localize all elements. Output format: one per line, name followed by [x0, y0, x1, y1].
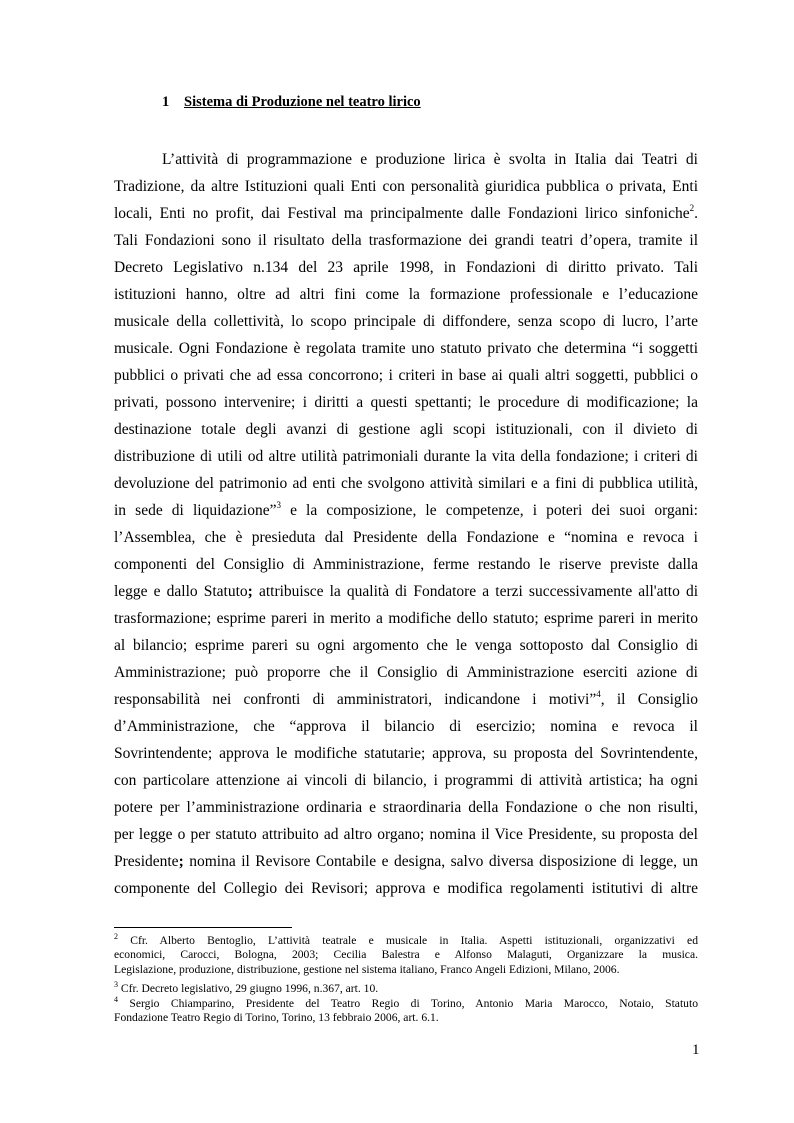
body-line: d’Amministrazione, che “approva il bilancio di esercizio; nomina e revoca il: [114, 718, 698, 735]
body-line: musicale. Ogni Fondazione è regolata tramite uno statuto privato che determina “i soggetti: [114, 340, 698, 357]
footnote-ref: 2: [689, 203, 695, 213]
footnote-text: Cfr. Alberto Bentoglio, L’attività teatrale e musicale in Italia. Aspetti istituzionali, organizzativi ed: [118, 934, 698, 947]
footnote-line: Legislazione, produzione, distribuzione, gestione nel sistema italiano, Franco Angeli Edizioni, Milano, 2006.: [114, 962, 620, 976]
body-text: e la composizione, le competenze, i poteri dei suoi organi:: [280, 502, 698, 519]
footnote-marker: 2: [114, 932, 118, 941]
footnote-line: [114, 982, 698, 996]
body-line: l’Assemblea, che è presieduta dal Presidente della Fondazione e “nomina e revoca i: [114, 529, 698, 546]
footnote-text: Cfr. Decreto legislativo, 29 giugno 1996, n.367, art. 10.: [118, 982, 379, 995]
section-number: 1: [162, 94, 170, 110]
body-line: Amministrazione; può proporre che il Consiglio di Amministrazione eserciti azione di: [114, 664, 698, 681]
footnote-marker: 4: [114, 995, 118, 1004]
body-text: responsabilità nei confronti di amministratori, indicandone i motivi”: [114, 691, 597, 708]
body-line: Decreto Legislativo n.134 del 23 aprile 1998, in Fondazioni di diritto privato. Tali: [114, 259, 698, 276]
body-line: privati, possono intervenire; i diritti a questi spettanti; le procedure di modificazione; la: [114, 394, 698, 411]
body-text: attribuisce la qualità di Fondatore a terzi successivamente all'atto di: [252, 583, 698, 600]
footnote-line: Fondazione Teatro Regio di Torino, Torino, 13 febbraio 2006, art. 6.1.: [114, 1011, 439, 1025]
footnote-ref: 4: [596, 689, 601, 699]
body-line: destinazione totale degli avanzi di gestione agli scopi istituzionali, con il divieto di: [114, 421, 698, 438]
bold-semicolon: ;: [247, 583, 253, 600]
body-line: Sovrintendente; approva le modifiche statutarie; approva, su proposta del Sovrintendente,: [114, 745, 698, 762]
body-line: [114, 501, 698, 521]
body-text: in sede di liquidazione”: [114, 502, 277, 519]
body-line: L’attività di programmazione e produzione lirica è svolta in Italia dai Teatri di: [162, 151, 698, 168]
body-text: nomina il Revisore Contabile e designa, salvo diversa disposizione di legge, un: [183, 853, 698, 870]
body-text: Presidente: [114, 853, 179, 870]
footnote-ref: 3: [276, 500, 281, 510]
body-text: legge e dallo Statuto: [114, 583, 248, 600]
body-line: per legge o per statuto attribuito ad altro organo; nomina il Vice Presidente, su proposta del: [114, 826, 698, 843]
footnote-line: economici, Carocci, Bologna, 2003; Cecilia Balestra e Alfonso Malaguti, Organizzare la musica.: [114, 948, 698, 962]
body-line: [114, 690, 698, 710]
footnote-line: [114, 997, 698, 1011]
body-line: [114, 582, 698, 602]
section-heading: [162, 94, 421, 111]
body-line: Tali Fondazioni sono il risultato della trasformazione dei grandi teatri d’opera, tramite il: [114, 232, 698, 249]
body-line: componente del Collegio dei Revisori; approva e modifica regolamenti istitutivi di altre: [114, 880, 698, 897]
body-line: distribuzione di utili od altre utilità patrimoniali durante la vita della fondazione; i criteri di: [114, 448, 698, 465]
footnote-line: [114, 934, 698, 948]
body-line: pubblici o privati che ad essa concorrono; i criteri in base ai quali altri soggetti, pubblici o: [114, 367, 698, 384]
body-line: potere per l’amministrazione ordinaria e straordinaria della Fondazione o che non risulti,: [114, 799, 698, 816]
footnote-4: [114, 997, 698, 1026]
bold-semicolon: ;: [178, 853, 184, 870]
body-line: [114, 852, 698, 872]
footnote-marker: 3: [114, 980, 118, 989]
body-line: trasformazione; esprime pareri in merito a modifiche dello statuto; esprime pareri in merito: [114, 610, 698, 627]
body-line: [114, 204, 698, 224]
section-title: Sistema di Produzione nel teatro lirico: [184, 94, 421, 110]
footnote-3: [114, 982, 698, 996]
footnote-separator: [114, 927, 292, 928]
body-line: con particolare attenzione ai vincoli di bilancio, i programmi di attività artistica; ha ogni: [114, 772, 698, 789]
page-number: 1: [692, 1042, 700, 1058]
footnote-2: [114, 934, 698, 977]
body-text: , il Consiglio: [600, 691, 698, 708]
body-text: locali, Enti no profit, dai Festival ma principalmente dalle Fondazioni lirico sinfoniche: [114, 205, 690, 222]
body-line: al bilancio; esprime pareri su ogni argomento che le venga sottoposto dal Consiglio di: [114, 637, 698, 654]
body-line: istituzioni hanno, oltre ad altri fini come la formazione professionale e l’educazione: [114, 286, 698, 303]
body-line: componenti del Consiglio di Amministrazione, ferme restando le riserve previste dalla: [114, 556, 698, 573]
body-line: devoluzione del patrimonio ad enti che svolgono attività similari e a fini di pubblica utilità,: [114, 475, 698, 492]
body-line: musicale della collettività, lo scopo principale di diffondere, senza scopo di lucro, l’arte: [114, 313, 698, 330]
body-line: Tradizione, da altre Istituzioni quali Enti con personalità giuridica pubblica o privata, Enti: [114, 178, 698, 195]
footnote-text: Sergio Chiamparino, Presidente del Teatro Regio di Torino, Antonio Maria Marocco, Notaio, Statuto: [118, 997, 698, 1010]
body-text: .: [694, 205, 698, 222]
